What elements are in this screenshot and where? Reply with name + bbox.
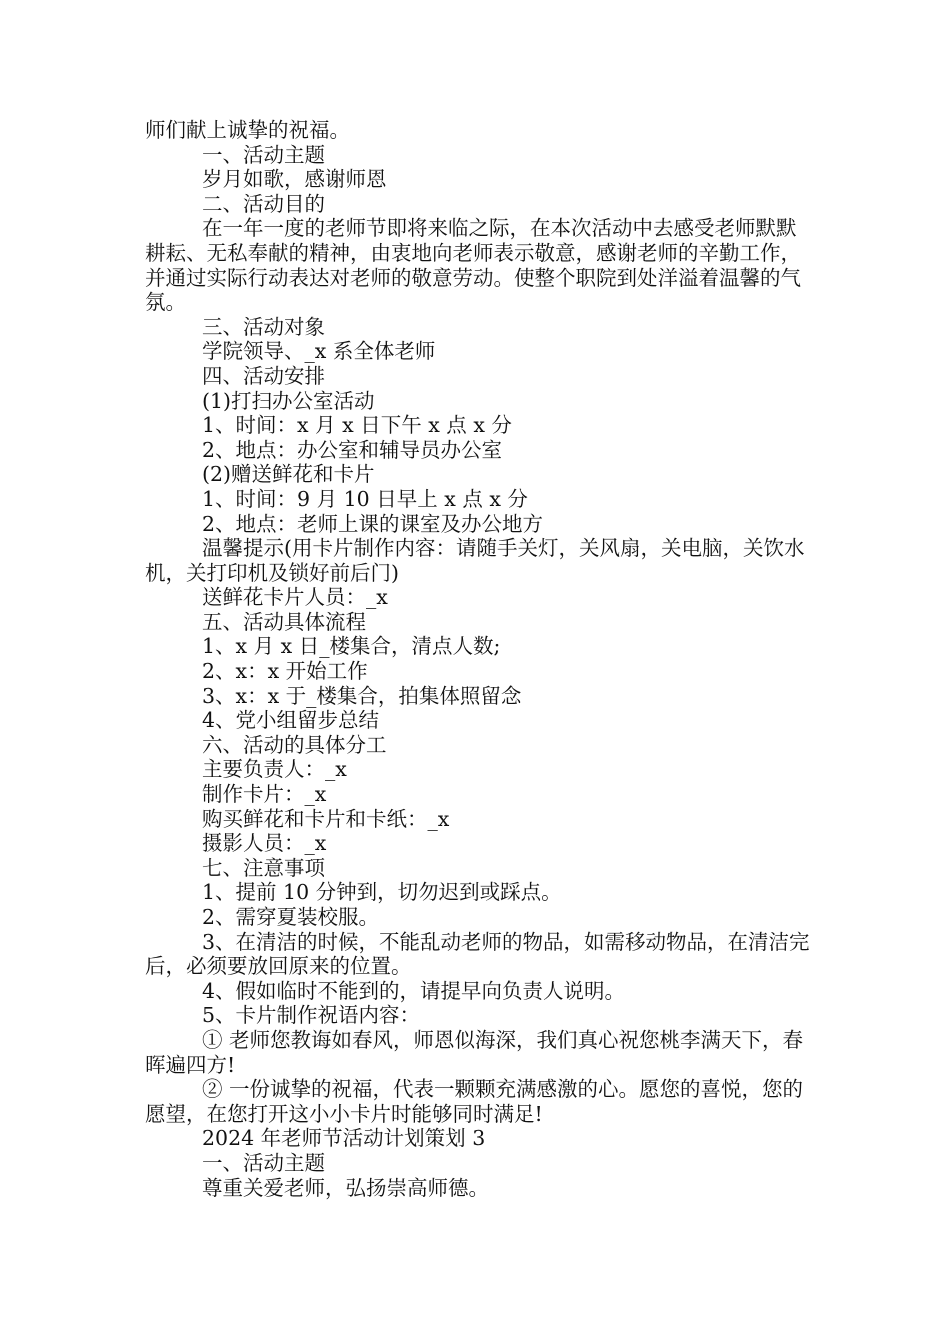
- document-body: [145, 118, 810, 1200]
- paragraph: 2、x：x 开始工作: [202, 659, 368, 684]
- paragraph: 2024 年老师节活动计划策划 3: [202, 1126, 486, 1151]
- paragraph: 在一年一度的老师节即将来临之际，在本次活动中去感受老师默默耕耘、无私奉献的精神，由衷地向老师表示敬意，感谢老师的辛勤工作，并通过实际行动表达对老师的敬意劳动。使整个职院到处洋溢着温馨的气氛。: [145, 216, 801, 315]
- paragraph: 购买鲜花和卡片和卡纸：_x: [202, 806, 450, 831]
- paragraph: 岁月如歌，感谢师恩: [202, 167, 387, 192]
- paragraph: 4、假如临时不能到的，请提早向负责人说明。: [202, 978, 626, 1003]
- paragraph: 1、时间：x 月 x 日下午 x 点 x 分: [202, 413, 512, 438]
- paragraph: 二、活动目的: [202, 191, 325, 216]
- paragraph: 1、x 月 x 日_楼集合，清点人数;: [202, 634, 501, 659]
- paragraph: 尊重关爱老师，弘扬崇高师德。: [202, 1175, 489, 1200]
- paragraph: 2、地点：老师上课的课室及办公地方: [202, 511, 544, 536]
- paragraph: 一、活动主题: [202, 142, 325, 167]
- paragraph: 1、时间：9 月 10 日早上 x 点 x 分: [202, 486, 528, 511]
- paragraph: ② 一份诚挚的祝福，代表一颗颗充满感激的心。愿您的喜悦，您的愿望，在您打开这小小卡片时能够同时满足!: [145, 1077, 804, 1126]
- paragraph: 2、需穿夏装校服。: [202, 905, 380, 929]
- paragraph: 一、活动主题: [202, 1150, 325, 1175]
- paragraph: 师们献上诚挚的祝福。: [145, 118, 350, 142]
- paragraph: (2)赠送鲜花和卡片: [202, 462, 375, 487]
- paragraph: 温馨提示(用卡片制作内容：请随手关灯，关风扇，关电脑，关饮水机，关打印机及锁好前后门): [145, 536, 805, 585]
- paragraph: 3、在清洁的时候，不能乱动老师的物品，如需移动物品，在清洁完后，必须要放回原来的位置。: [145, 929, 810, 979]
- paragraph: 送鲜花卡片人员：_x: [202, 585, 388, 610]
- paragraph: (1)打扫办公室活动: [202, 388, 375, 413]
- paragraph: 2、地点：办公室和辅导员办公室: [202, 437, 503, 462]
- paragraph: 制作卡片：_x: [202, 782, 327, 807]
- paragraph: 主要负责人：_x: [202, 757, 347, 782]
- paragraph: 六、活动的具体分工: [202, 732, 387, 757]
- paragraph: 学院领导、_x 系全体老师: [202, 339, 436, 364]
- paragraph: 4、党小组留步总结: [202, 708, 380, 733]
- paragraph: 五、活动具体流程: [202, 609, 366, 634]
- paragraph: ① 老师您教诲如春风，师恩似海深，我们真心祝您桃李满天下，春晖遍四方!: [145, 1027, 804, 1077]
- paragraph: 四、活动安排: [202, 363, 325, 388]
- paragraph: 5、卡片制作祝语内容：: [202, 1003, 421, 1028]
- paragraph: 七、注意事项: [202, 855, 325, 880]
- paragraph: 1、提前 10 分钟到，切勿迟到或踩点。: [202, 880, 562, 905]
- paragraph: 三、活动对象: [202, 314, 325, 339]
- paragraph: 3、x：x 于_楼集合，拍集体照留念: [202, 683, 522, 708]
- paragraph: 摄影人员：_x: [202, 831, 327, 856]
